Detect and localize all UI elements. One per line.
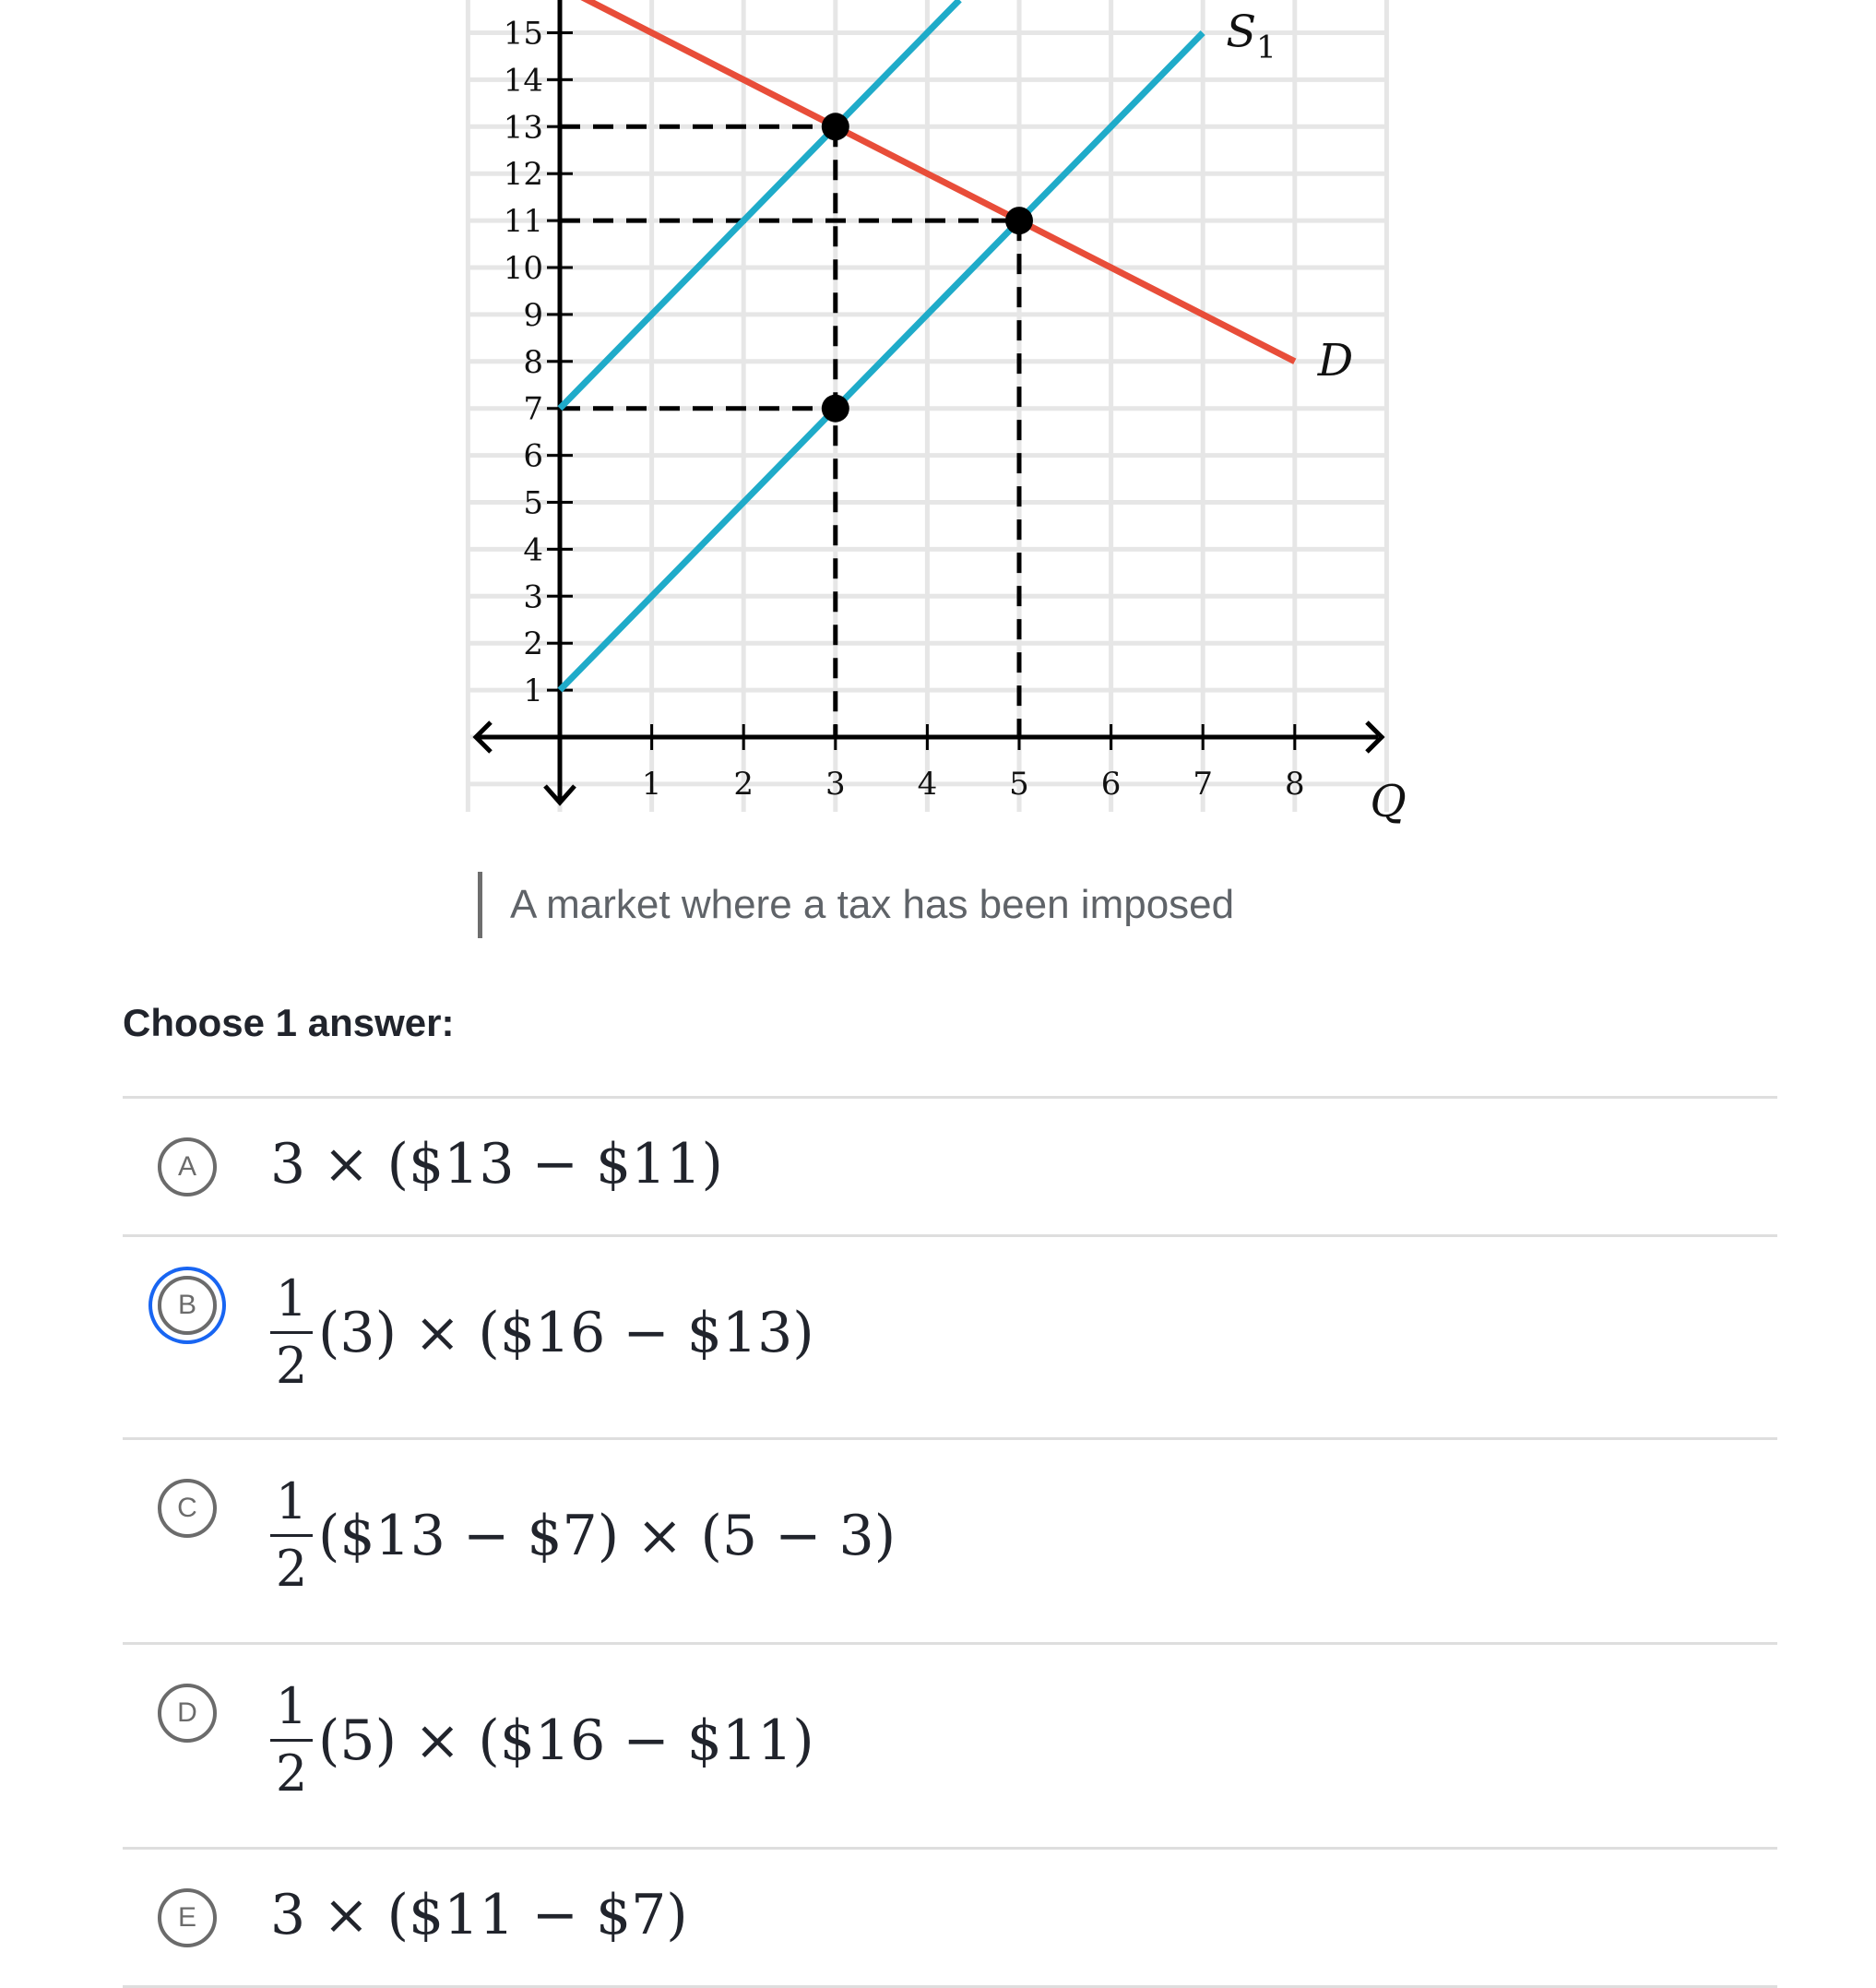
choice-bubble-b[interactable]: B	[158, 1276, 217, 1335]
y-tick-label: 11	[503, 203, 543, 241]
x-tick-label: 3	[825, 766, 846, 803]
x-tick-label: 5	[1009, 766, 1029, 803]
denominator: 2	[275, 1540, 308, 1598]
choice-b[interactable]	[123, 1237, 1777, 1440]
equilibrium-point	[822, 113, 849, 140]
numerator: 1	[275, 1472, 308, 1530]
choice-bubble-d[interactable]: D	[158, 1684, 217, 1743]
y-tick-label: 14	[503, 62, 543, 100]
equilibrium-point	[1005, 207, 1033, 234]
numerator: 1	[275, 1677, 308, 1735]
expression-text: (5) × ($16 − $11)	[318, 1708, 814, 1773]
y-tick-label: 3	[523, 578, 543, 616]
numerator: 1	[275, 1269, 308, 1327]
x-tick-label: 1	[641, 766, 662, 803]
y-tick-label: 6	[523, 437, 543, 475]
x-tick-label: 2	[733, 766, 754, 803]
fraction-one-half	[270, 1269, 313, 1395]
x-tick-label: 8	[1284, 766, 1305, 803]
choice-d[interactable]	[123, 1645, 1777, 1850]
choice-c[interactable]	[123, 1440, 1777, 1645]
fraction-bar	[270, 1534, 313, 1537]
choice-bubble-e[interactable]: E	[158, 1888, 217, 1947]
fraction-bar	[270, 1331, 313, 1334]
x-tick-label: 4	[917, 766, 938, 803]
equilibrium-point	[822, 395, 849, 423]
choice-bubble-c[interactable]: C	[158, 1479, 217, 1538]
expression-text: ($13 − $7) × (5 − 3)	[318, 1503, 896, 1568]
x-tick-label: 7	[1193, 766, 1214, 803]
expression-text: (3) × ($16 − $13)	[318, 1300, 814, 1365]
choice-expression-c	[270, 1472, 896, 1598]
y-tick-label: 12	[503, 156, 543, 194]
fraction-one-half	[270, 1677, 313, 1803]
fraction-bar	[270, 1739, 313, 1742]
choice-a[interactable]	[123, 1099, 1777, 1237]
choice-expression-d	[270, 1677, 814, 1803]
choice-expression-a: 3 × ($13 − $11)	[270, 1132, 723, 1196]
x-tick-label: 6	[1100, 766, 1122, 803]
y-tick-label: 7	[523, 390, 543, 428]
denominator: 2	[275, 1744, 308, 1803]
curve-label-subscript: 1	[1256, 29, 1276, 66]
y-tick-label: 13	[503, 109, 543, 147]
fraction-one-half	[270, 1472, 313, 1598]
y-tick-label: 8	[523, 343, 543, 381]
choice-e[interactable]	[123, 1850, 1777, 1988]
y-tick-label: 4	[523, 531, 543, 569]
y-tick-label: 1	[523, 673, 543, 710]
answer-prompt: Choose 1 answer:	[123, 1001, 455, 1044]
curve-label-d: D	[1317, 334, 1354, 387]
curve-label-s1: $S_1$	[1226, 6, 1276, 66]
choice-expression-b	[270, 1269, 814, 1395]
answer-choices	[123, 1096, 1777, 1988]
chart-caption: A market where a tax has been imposed	[478, 872, 1234, 938]
choice-bubble-a[interactable]: A	[158, 1137, 217, 1196]
denominator: 2	[275, 1337, 308, 1395]
supply-demand-chart	[0, 0, 1876, 839]
x-axis-label: Q	[1370, 776, 1407, 827]
choice-expression-e: 3 × ($11 − $7)	[270, 1883, 688, 1947]
y-tick-label: 2	[523, 625, 543, 663]
y-tick-label: 9	[523, 296, 543, 334]
y-tick-label: 10	[503, 250, 543, 287]
y-tick-label: 15	[503, 15, 543, 53]
y-tick-label: 5	[523, 484, 543, 522]
